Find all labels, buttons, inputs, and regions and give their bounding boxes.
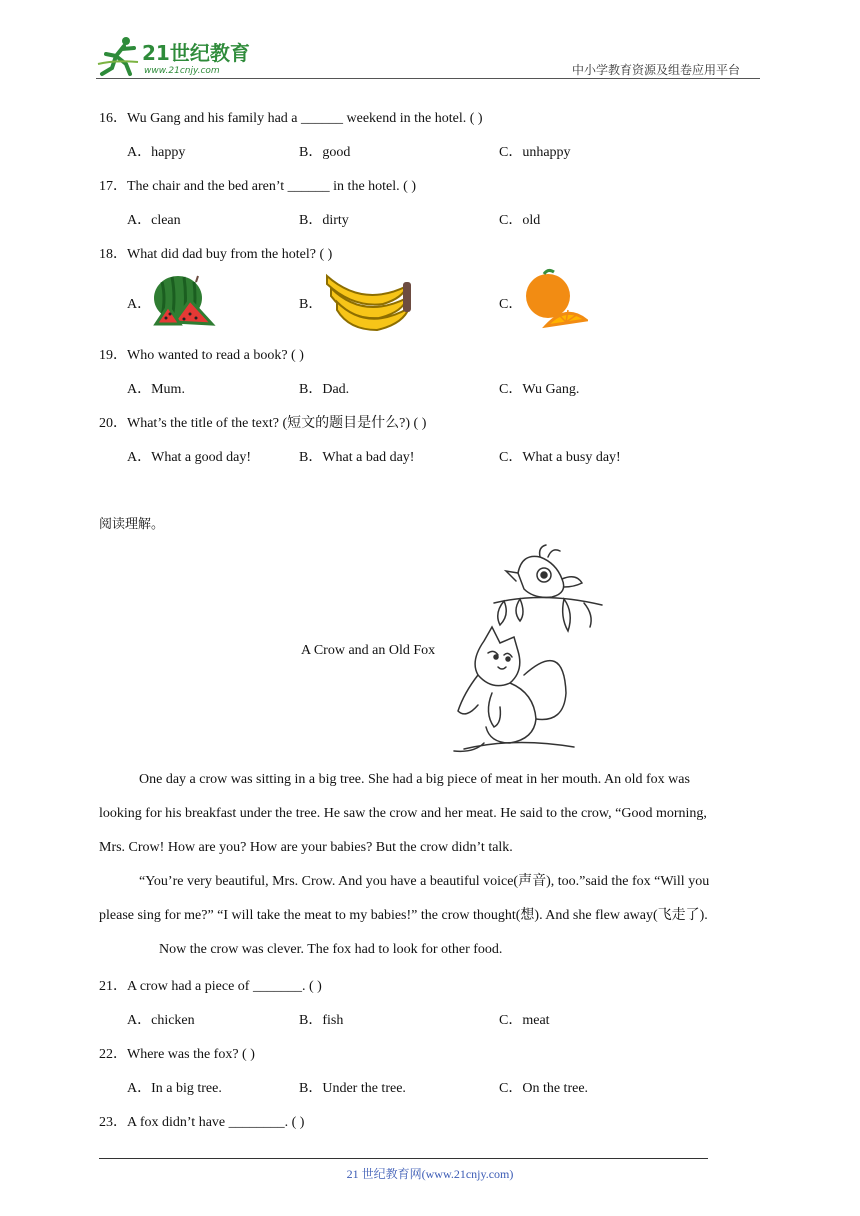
question-23: 23．A fox didn’t have ________. ( ) xyxy=(99,1115,305,1130)
q17-option-a[interactable]: A．clean xyxy=(127,213,181,228)
passage-line-3: Mrs. Crow! How are you? How are your babies? But the crow didn’t talk. xyxy=(99,840,513,855)
q20-option-b[interactable]: B．What a bad day! xyxy=(299,450,415,465)
q18-option-a[interactable]: A． xyxy=(127,297,152,312)
footer-divider xyxy=(99,1158,708,1159)
q19-option-b[interactable]: B．Dad. xyxy=(299,382,350,397)
q17-option-c[interactable]: C．old xyxy=(499,213,541,228)
q16-option-c[interactable]: C．unhappy xyxy=(499,145,571,160)
site-logo xyxy=(94,34,264,78)
q18-option-c[interactable]: C． xyxy=(499,297,523,312)
logo-title: 21世纪教育 xyxy=(142,41,250,65)
question-21: 21．A crow had a piece of _______. ( ) xyxy=(99,979,322,994)
question-20: 20．What’s the title of the text? (短文的题目是什么?) ( ) xyxy=(99,416,427,431)
question-19: 19．Who wanted to read a book? ( ) xyxy=(99,348,304,363)
q20-option-a[interactable]: A．What a good day! xyxy=(127,450,252,465)
q19-option-c[interactable]: C．Wu Gang. xyxy=(499,382,580,397)
q21-option-b[interactable]: B．fish xyxy=(299,1013,344,1028)
banana-icon xyxy=(323,268,413,339)
passage-line-4: “You’re very beautiful, Mrs. Crow. And you have a beautiful voice(声音), too.”said the fox “Will you xyxy=(139,874,710,889)
orange-icon xyxy=(524,268,588,339)
q21-option-c[interactable]: C．meat xyxy=(499,1013,550,1028)
question-18: 18．What did dad buy from the hotel? ( ) xyxy=(99,247,333,262)
footer-link[interactable]: 21 世纪教育网(www.21cnjy.com) xyxy=(346,1167,514,1181)
q16-option-b[interactable]: B．good xyxy=(299,145,351,160)
platform-name: 中小学教育资源及组卷应用平台 xyxy=(572,63,741,77)
q17-option-b[interactable]: B．dirty xyxy=(299,213,349,228)
section-heading: 阅读理解。 xyxy=(99,517,165,532)
q22-option-b[interactable]: B．Under the tree. xyxy=(299,1081,406,1096)
q22-option-a[interactable]: A．In a big tree. xyxy=(127,1081,222,1096)
passage-title: A Crow and an Old Fox xyxy=(301,643,436,658)
watermelon-icon xyxy=(150,272,218,333)
logo-url: www.21cnjy.com xyxy=(144,66,220,76)
q20-option-c[interactable]: C．What a busy day! xyxy=(499,450,621,465)
passage-line-2: looking for his breakfast under the tree. He saw the crow and her meat. He said to the crow, “Good morning, xyxy=(99,806,707,821)
q22-option-c[interactable]: C．On the tree. xyxy=(499,1081,589,1096)
header-divider xyxy=(96,78,760,79)
passage-line-6: Now the crow was clever. The fox had to look for other food. xyxy=(159,942,503,957)
passage-line-1: One day a crow was sitting in a big tree. She had a big piece of meat in her mouth. An old fox was xyxy=(139,772,690,787)
question-16: 16．Wu Gang and his family had a ______ weekend in the hotel. ( ) xyxy=(99,111,483,126)
q21-option-a[interactable]: A．chicken xyxy=(127,1013,195,1028)
q16-option-a[interactable]: A．happy xyxy=(127,145,186,160)
q19-option-a[interactable]: A．Mum. xyxy=(127,382,185,397)
question-17: 17．The chair and the bed aren’t ______ in the hotel. ( ) xyxy=(99,179,416,194)
q18-option-b[interactable]: B． xyxy=(299,297,323,312)
passage-line-5: please sing for me?” “I will take the meat to my babies!” the crow thought(想). And she flew away(飞走了). xyxy=(99,908,708,923)
question-22: 22．Where was the fox? ( ) xyxy=(99,1047,255,1062)
crow-and-fox-illustration xyxy=(444,543,608,760)
